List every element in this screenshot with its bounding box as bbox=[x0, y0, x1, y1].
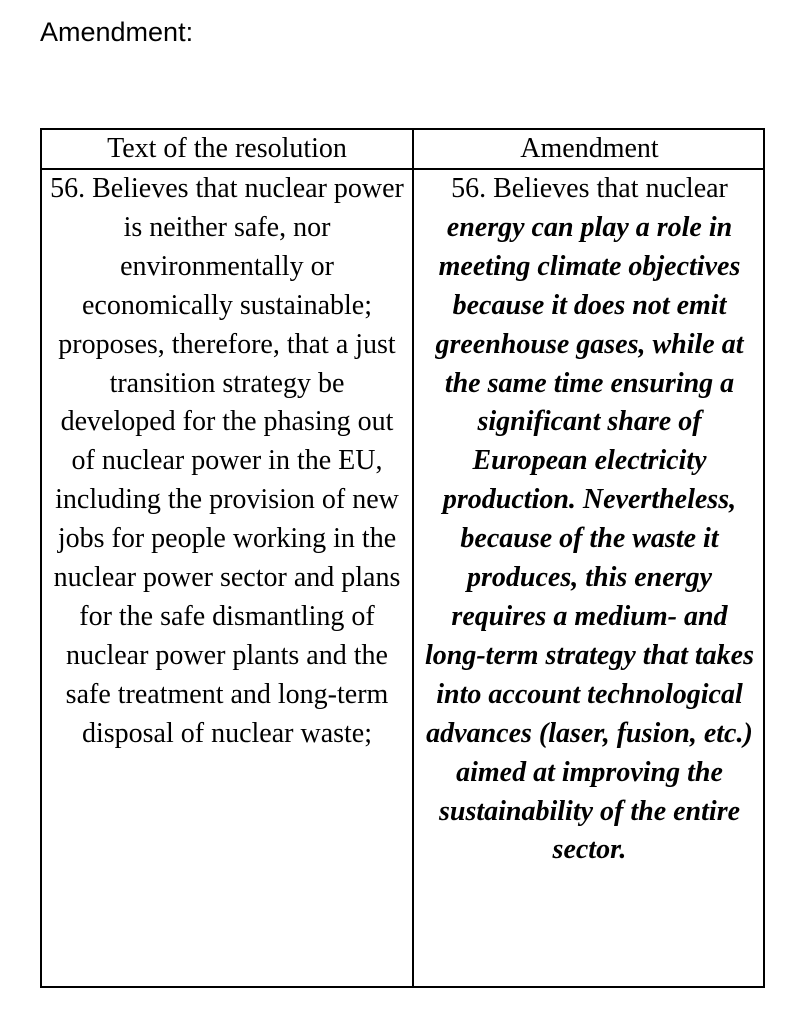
original-text-cell: 56. Believes that nuclear power is neither safe, nor environmentally or economically sustainable; proposes, therefore, that a just transition strategy be developed for the phasing out of nuclear power in the EU, including the provision of new jobs for people working in the nuclear power sector and plans for the safe dismantling of nuclear power plants and the safe treatment and long-term disposal of nuclear waste; bbox=[50, 173, 404, 749]
amendment-table bbox=[40, 128, 765, 988]
header-amendment: Amendment bbox=[520, 133, 659, 164]
amendment-text-cell bbox=[414, 170, 765, 870]
header-text-of-resolution: Text of the resolution bbox=[107, 133, 347, 164]
amendment-changes: energy can play a role in meeting climate objectives because it does not emit greenhouse gases, while at the same time ensuring a significant share of European electricity production. Nevertheless, because of the waste it produces, this energy requires a medium- and long-term strategy that takes into account technological advances (laser, fusion, etc.) aimed at improving the sustainability of the entire sector. bbox=[425, 211, 754, 866]
amendment-intro: 56. Believes that nuclear bbox=[451, 173, 728, 204]
page-heading: Amendment: bbox=[40, 17, 194, 47]
